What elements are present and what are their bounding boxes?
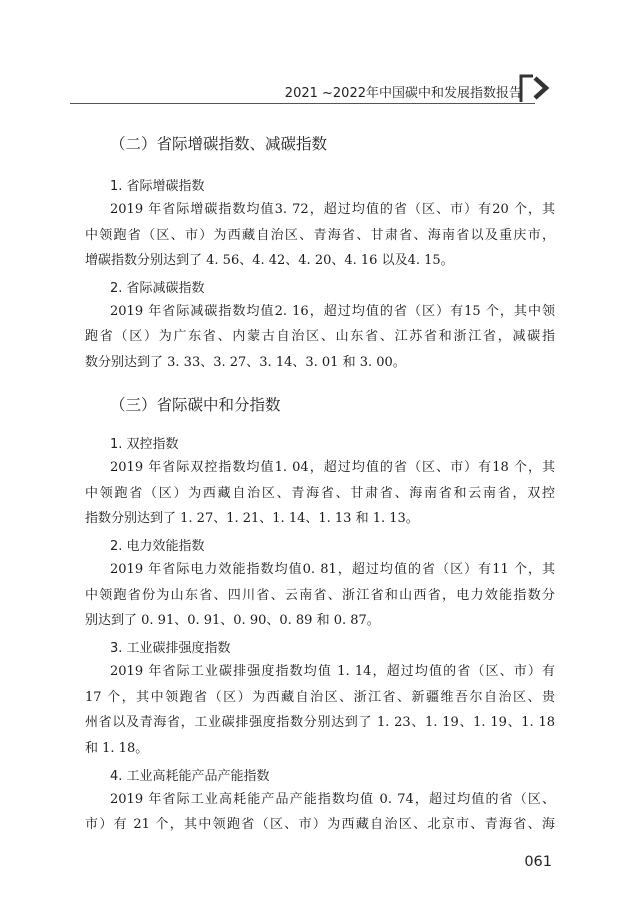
paragraph-line: 和 1. 18。 — [85, 741, 149, 756]
subsection-heading: 1. 省际增碳指数 — [110, 179, 205, 194]
paragraph-line: 中领跑省（区、市）为西藏自治区、青海省、甘肃省、海南省以及重庆市， — [85, 228, 555, 243]
header-rule — [70, 103, 535, 104]
paragraph-line: 2019 年省际减碳指数均值2. 16，超过均值的省（区）有15 个，其中领 — [110, 304, 555, 319]
running-header: 2021 ~2022年中国碳中和发展指数报告 — [284, 86, 522, 101]
paragraph-line: 17 个，其中领跑省（区）为西藏自治区、浙江省、新疆维吾尔自治区、贵 — [85, 690, 555, 705]
subsection-heading: 2. 省际减碳指数 — [110, 281, 205, 296]
subsection-heading: 1. 双控指数 — [110, 437, 179, 452]
paragraph-line: 2019 年省际工业碳排强度指数均值 1. 14，超过均值的省（区、市）有 — [110, 664, 555, 679]
subsection-heading: 3. 工业碳排强度指数 — [110, 641, 231, 656]
section-title: （三）省际碳中和分指数 — [110, 396, 281, 414]
paragraph-line: 2019 年省际双控指数均值1. 04，超过均值的省（区、市）有18 个，其 — [110, 460, 555, 475]
paragraph-line: 中领跑省份为山东省、四川省、云南省、浙江省和山西省，电力效能指数分 — [85, 588, 555, 603]
subsection-heading: 4. 工业高耗能产品产能指数 — [110, 769, 270, 784]
chevron-logo-icon — [519, 72, 553, 104]
paragraph-line: 增碳指数分别达到了 4. 56、4. 42、4. 20、4. 16 以及4. 15。 — [85, 253, 454, 268]
paragraph-line: 2019 年省际工业高耗能产品产能指数均值 0. 74，超过均值的省（区、 — [110, 792, 555, 807]
paragraph-line: 指数分别达到了 1. 27、1. 21、1. 14、1. 13 和 1. 13。 — [85, 511, 419, 526]
paragraph-line: 别达到了 0. 91、0. 91、0. 90、0. 89 和 0. 87。 — [85, 613, 380, 628]
paragraph-line: 跑省（区）为广东省、内蒙古自治区、山东省、江苏省和浙江省，减碳指 — [85, 329, 555, 344]
page-number: 061 — [524, 854, 552, 870]
paragraph-line: 数分别达到了 3. 33、3. 27、3. 14、3. 01 和 3. 00。 — [85, 355, 406, 370]
paragraph-line: 2019 年省际增碳指数均值3. 72，超过均值的省（区、市）有20 个，其 — [110, 202, 555, 217]
paragraph-line: 市）有 21 个，其中领跑省（区、市）为西藏自治区、北京市、青海省、海 — [85, 817, 555, 832]
paragraph-line: 2019 年省际电力效能指数均值0. 81，超过均值的省（区）有11 个，其 — [110, 562, 555, 577]
paragraph-line: 中领跑省（区）为西藏自治区、青海省、甘肃省、海南省和云南省，双控 — [85, 486, 555, 501]
paragraph-line: 州省以及青海省，工业碳排强度指数分别达到了 1. 23、1. 19、1. 19、1. 18 — [85, 715, 555, 730]
section-title: （二）省际增碳指数、减碳指数 — [110, 135, 328, 153]
subsection-heading: 2. 电力效能指数 — [110, 539, 205, 554]
